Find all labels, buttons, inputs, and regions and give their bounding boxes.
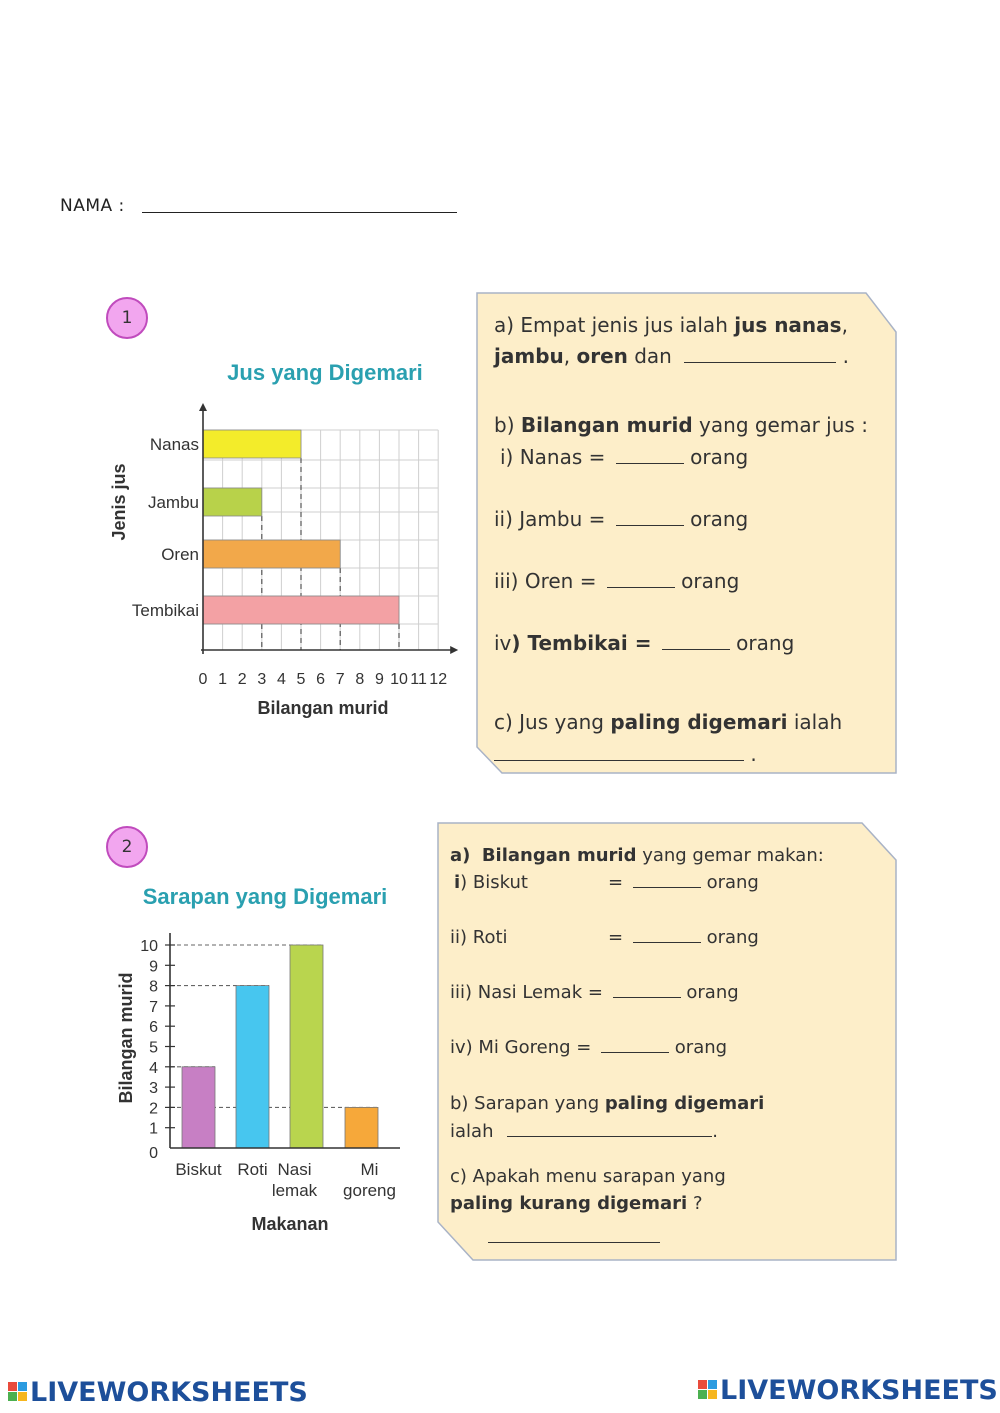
x-axis-arrow [450, 646, 458, 654]
q1-b-iv: iv) Tembikai = orang [494, 631, 795, 655]
q1-b-ii-blank[interactable] [616, 525, 684, 526]
question-number-badge: 2 [106, 826, 148, 868]
q2-a-ii-answer: = orang [608, 927, 759, 948]
logo-blocks-icon [8, 1382, 28, 1402]
category-label: goreng [343, 1181, 396, 1200]
q1-c-answer-blank[interactable] [494, 760, 744, 761]
category-label: Nanas [149, 435, 199, 454]
y-tick-label: 0 [149, 1145, 158, 1162]
y-axis-arrow [199, 403, 207, 411]
q2-c-answer-blank[interactable] [488, 1226, 660, 1243]
q2-a-iii-blank[interactable] [613, 997, 681, 998]
breakfast-bar-chart [100, 870, 410, 1240]
x-tick-label: 3 [257, 671, 267, 688]
x-tick-label: 10 [390, 671, 408, 688]
x-tick-label: 5 [296, 671, 306, 688]
x-tick-label: 11 [410, 671, 427, 688]
q2-b-line1: b) Sarapan yang paling digemari [450, 1093, 765, 1114]
q1-c-line2: . [494, 742, 757, 766]
bar-nanas [203, 430, 301, 458]
x-tick-label: 6 [316, 671, 326, 688]
category-label: Nasi [277, 1160, 312, 1179]
q2-a-ii-blank[interactable] [633, 942, 701, 943]
q1-b-i: i) Nanas = orang [500, 445, 749, 469]
y-tick-label: 6 [149, 1019, 158, 1037]
chart-title: Sarapan yang Digemari [142, 884, 388, 909]
q1-a-answer-blank[interactable] [684, 362, 836, 363]
x-tick-label: 7 [335, 671, 345, 688]
bar-biskut [182, 1067, 215, 1148]
q1-a-line1: a) Empat jenis jus ialah jus nanas, [494, 313, 848, 337]
y-tick-label: 7 [149, 998, 158, 1016]
y-tick-label: 1 [149, 1120, 158, 1138]
q1-b-iii-blank[interactable] [607, 587, 675, 588]
chart-title: Jus yang Digemari [227, 360, 423, 385]
q2-b-line2: ialah . [450, 1121, 718, 1142]
q2-a-ii: ii) Roti [450, 927, 508, 948]
q1-b-ii: ii) Jambu = orang [494, 507, 749, 531]
q2-a-iv: iv) Mi Goreng = orang [450, 1037, 728, 1058]
bar-nasi-lemak [290, 945, 323, 1148]
q2-b-answer-blank[interactable] [507, 1136, 712, 1137]
q1-c-line1: c) Jus yang paling digemari ialah [494, 710, 843, 734]
y-axis-title: Bilangan murid [116, 972, 136, 1104]
q2-a-i-blank[interactable] [633, 887, 701, 888]
q1-b-heading: b) Bilangan murid yang gemar jus : [494, 413, 868, 437]
q1-a-line2: jambu, oren dan . [494, 344, 849, 368]
x-tick-label: 1 [218, 671, 228, 688]
x-tick-label: 2 [237, 671, 247, 688]
category-label: Jambu [147, 493, 199, 512]
q1-b-iii: iii) Oren = orang [494, 569, 740, 593]
logo-blocks-icon [698, 1380, 718, 1400]
q2-a-i-answer: = orang [608, 872, 759, 893]
x-axis-title: Bilangan murid [257, 698, 389, 718]
question-number-badge: 1 [106, 297, 148, 339]
y-tick-label: 10 [140, 938, 158, 955]
y-tick-label: 2 [149, 1100, 158, 1118]
x-tick-label: 9 [374, 671, 384, 688]
bar-roti [236, 986, 269, 1148]
category-label: Biskut [175, 1160, 222, 1179]
x-axis-title: Makanan [251, 1214, 329, 1234]
brand-logo-left: LIVEWORKSHEETS [8, 1377, 308, 1408]
q1-b-iv-blank[interactable] [662, 649, 730, 650]
x-tick-label: 12 [429, 671, 448, 688]
bar-oren [203, 540, 340, 568]
brand-logo-right: LIVEWORKSHEETS [698, 1375, 998, 1406]
y-tick-label: 9 [149, 958, 158, 976]
y-tick-label: 8 [149, 978, 158, 996]
category-label: Tembikai [131, 601, 199, 620]
category-label: lemak [271, 1181, 318, 1200]
bar-jambu [203, 488, 262, 516]
bar-mi-goreng [345, 1107, 378, 1148]
name-label: NAMA : [60, 196, 125, 216]
bar-tembikai [203, 596, 399, 624]
q2-a-heading: a) Bilangan murid yang gemar makan: [450, 845, 824, 866]
q2-c-line2: paling kurang digemari ? [450, 1193, 703, 1214]
q2-a-iv-blank[interactable] [601, 1052, 669, 1053]
q2-a-iii: iii) Nasi Lemak = orang [450, 982, 739, 1003]
juice-bar-chart [100, 350, 470, 730]
y-tick-label: 4 [149, 1059, 158, 1077]
q2-c-line1: c) Apakah menu sarapan yang [450, 1166, 726, 1187]
category-label: Oren [161, 545, 199, 564]
x-tick-label: 0 [198, 671, 208, 688]
y-axis-title: Jenis jus [109, 463, 129, 541]
name-input-line[interactable] [142, 212, 457, 213]
y-tick-label: 3 [149, 1080, 158, 1098]
x-tick-label: 4 [276, 671, 286, 688]
q2-a-i: i) Biskut [454, 872, 528, 893]
q1-b-i-blank[interactable] [616, 463, 684, 464]
category-label: Mi [360, 1160, 379, 1179]
x-tick-label: 8 [355, 671, 365, 688]
category-label: Roti [237, 1160, 268, 1179]
y-tick-label: 5 [149, 1039, 158, 1057]
